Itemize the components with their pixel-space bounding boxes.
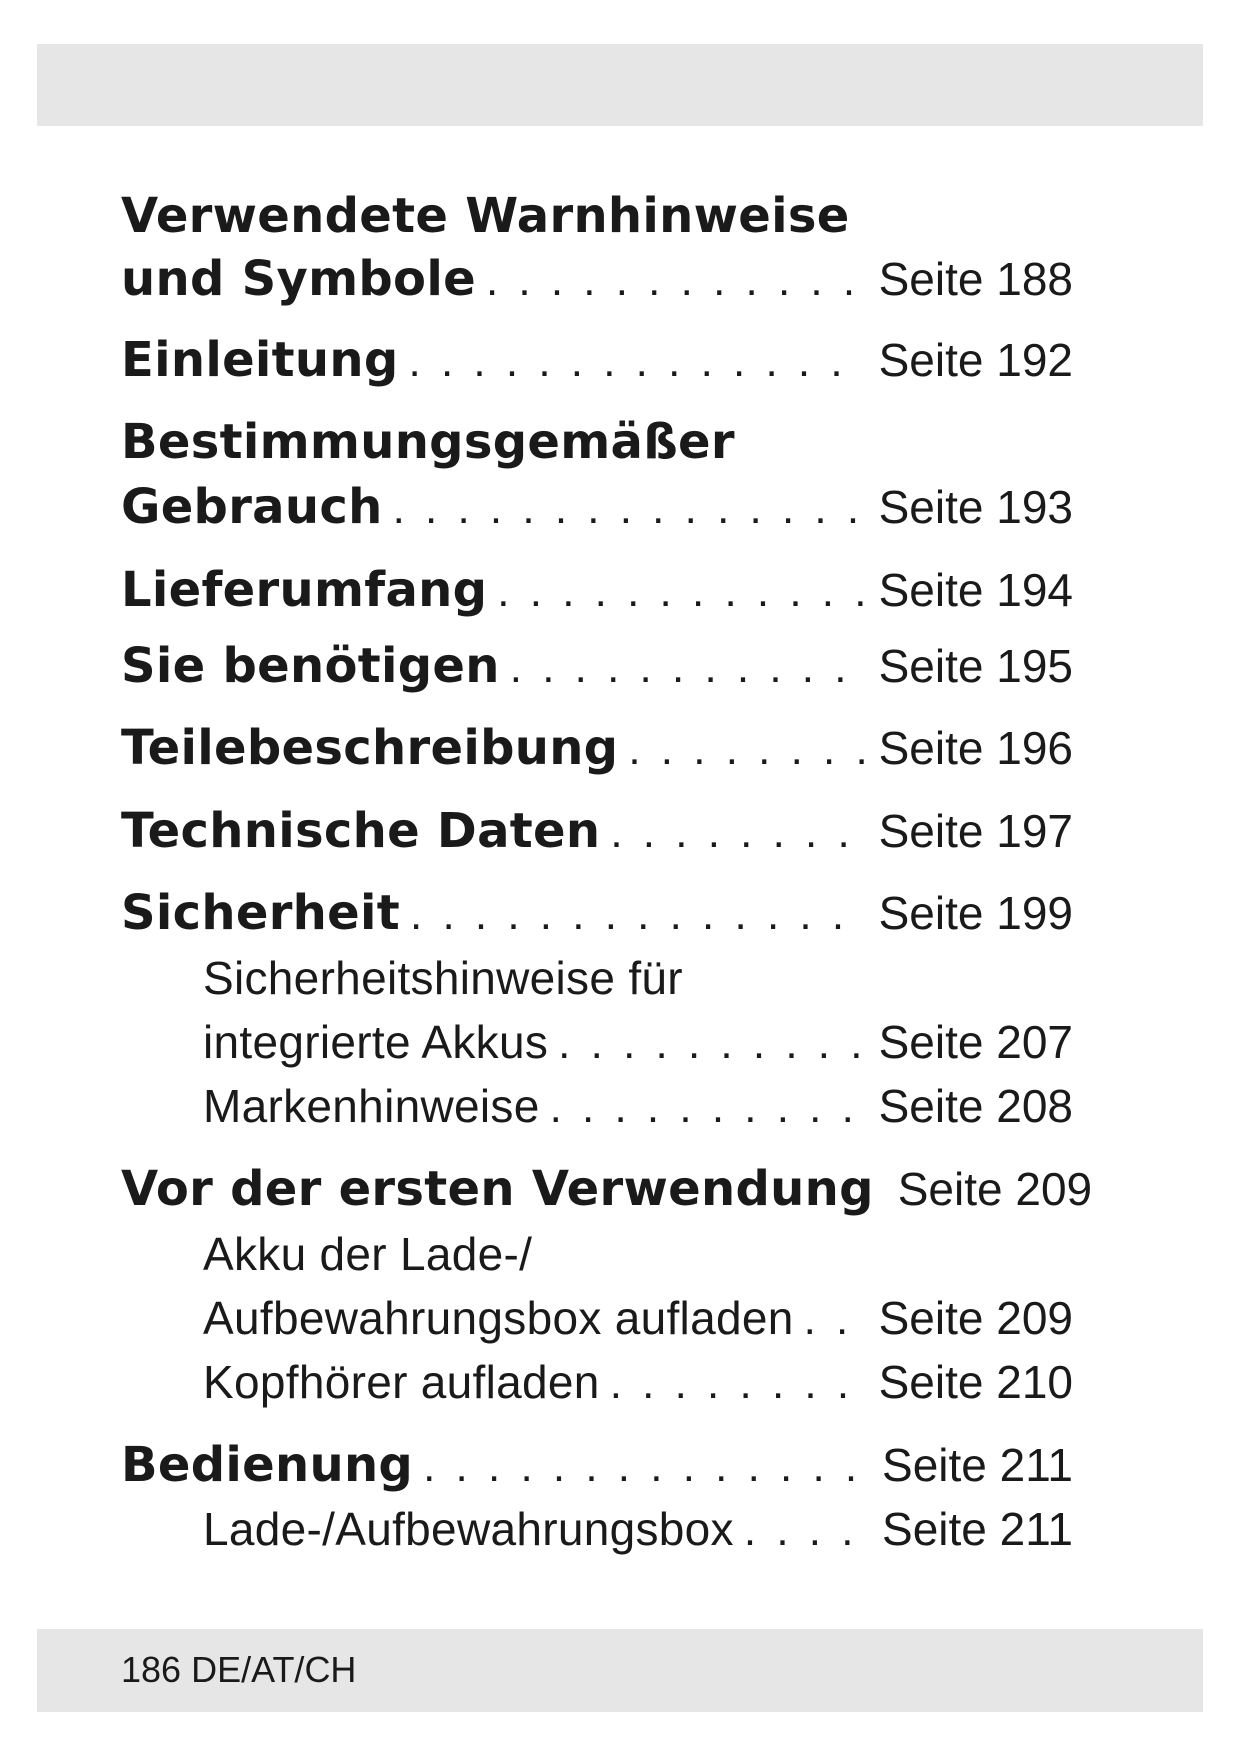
toc-heading-warnhinweise — [121, 184, 1073, 248]
toc-page-ref: Seite 207 — [878, 1016, 1073, 1068]
toc-entry-title: Einleitung — [121, 332, 399, 388]
toc-leader-dots — [410, 883, 865, 947]
toc-leader-dots — [558, 1012, 864, 1076]
toc-entry-title: Aufbewahrungsbox aufladen — [203, 1292, 794, 1344]
toc-page-ref: Seite 209 — [897, 1163, 1093, 1215]
toc-entry-title: Lade-/Aufbewahrungsbox — [203, 1503, 734, 1555]
toc-subentry-kopfhoerer-aufladen[interactable] — [203, 1350, 1073, 1416]
toc-leader-dots — [510, 636, 865, 700]
toc-page-ref: Seite 208 — [878, 1080, 1073, 1132]
toc-leader-dots — [628, 718, 864, 782]
toc-entry-title: und Symbole — [121, 251, 476, 307]
toc-page-ref: Seite 211 — [882, 1503, 1073, 1555]
toc-entry-title: Sie benötigen — [121, 638, 500, 694]
toc-entry-title: Vor der ersten Verwendung — [121, 1161, 874, 1217]
toc-entry-title: Markenhinweise — [203, 1080, 540, 1132]
toc-entry-warnhinweise[interactable] — [121, 247, 1073, 313]
toc-entry-title: Gebrauch — [121, 479, 383, 535]
toc-leader-dots — [610, 1352, 865, 1416]
toc-page-ref: Seite 188 — [878, 253, 1073, 305]
toc-entry-title: Akku der Lade-/ — [203, 1228, 533, 1280]
toc-leader-dots — [744, 1499, 868, 1563]
toc-page-ref: Seite 197 — [878, 805, 1073, 857]
toc-page-ref: Seite 209 — [878, 1292, 1073, 1344]
toc-leader-dots — [610, 801, 864, 865]
toc-entry-gebrauch[interactable] — [121, 475, 1073, 541]
toc-subheading-akkus — [203, 946, 1073, 1010]
toc-leader-dots — [423, 1435, 868, 1499]
toc-entry-bedienung[interactable] — [121, 1433, 1073, 1499]
toc-page-ref: Seite 211 — [882, 1439, 1073, 1491]
toc-entry-title: Verwendete Warnhinweise — [121, 188, 850, 244]
toc-heading-gebrauch — [121, 410, 1073, 474]
toc-subentry-markenhinweise[interactable] — [203, 1074, 1073, 1140]
toc-leader-dots — [804, 1288, 865, 1352]
toc-entry-erste-verwendung[interactable] — [121, 1157, 1093, 1223]
toc-leader-dots — [393, 477, 865, 541]
toc-subentry-box-aufladen[interactable] — [203, 1286, 1073, 1352]
page-number: 186 — [121, 1649, 182, 1690]
toc-page-ref: Seite 195 — [878, 640, 1073, 692]
toc-page-ref: Seite 192 — [878, 334, 1073, 386]
toc-entry-einleitung[interactable] — [121, 328, 1073, 394]
toc-entry-title: Bestimmungsgemäßer — [121, 414, 735, 470]
toc-entry-title: Kopfhörer aufladen — [203, 1356, 600, 1408]
toc-subentry-aufbewahrungsbox[interactable] — [203, 1497, 1073, 1563]
toc-page-ref: Seite 194 — [878, 564, 1073, 616]
toc-entry-title: Sicherheit — [121, 885, 400, 941]
toc-entry-teilebeschreibung[interactable] — [121, 716, 1073, 782]
toc-entry-title: Lieferumfang — [121, 562, 488, 618]
toc-entry-technische-daten[interactable] — [121, 799, 1073, 865]
toc-leader-dots — [497, 560, 864, 624]
toc-entry-sicherheit[interactable] — [121, 881, 1073, 947]
toc-subentry-akkus[interactable] — [203, 1010, 1073, 1076]
toc-subheading-box-aufladen — [203, 1222, 1073, 1286]
toc-entry-title: Sicherheitshinweise für — [203, 952, 683, 1004]
page-footer — [121, 1647, 356, 1693]
toc-leader-dots — [409, 330, 865, 394]
toc-entry-title: Teilebeschreibung — [121, 720, 619, 776]
region-code: DE/AT/CH — [191, 1649, 357, 1690]
toc-entry-title: integrierte Akkus — [203, 1016, 549, 1068]
toc-entry-title: Bedienung — [121, 1437, 414, 1493]
toc-page-ref: Seite 193 — [878, 481, 1073, 533]
toc-entry-sie-benoetigen[interactable] — [121, 634, 1073, 700]
toc-entry-lieferumfang[interactable] — [121, 558, 1073, 624]
toc-page-ref: Seite 210 — [878, 1356, 1073, 1408]
toc-page-ref: Seite 199 — [878, 887, 1073, 939]
toc-entry-title: Technische Daten — [121, 803, 601, 859]
toc-leader-dots — [486, 249, 865, 313]
toc-leader-dots — [550, 1076, 865, 1140]
toc-page-ref: Seite 196 — [878, 722, 1073, 774]
